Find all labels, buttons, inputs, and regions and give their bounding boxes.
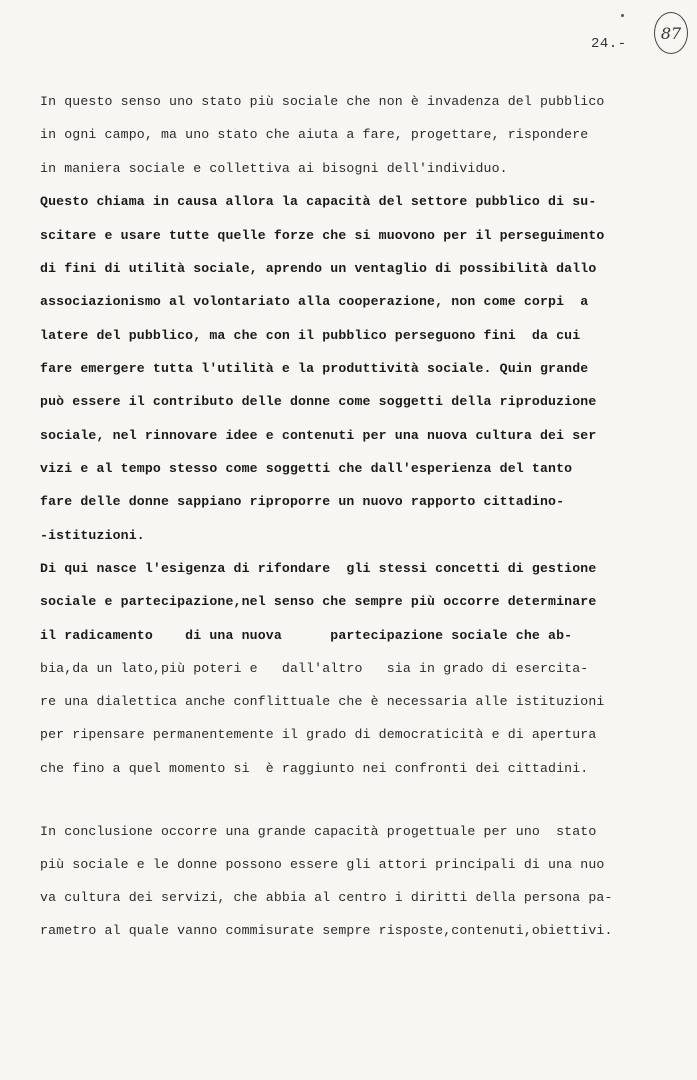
text-line: rametro al quale vanno commisurate sempre risposte,contenuti,obiettivi. [40, 923, 613, 938]
text-line: sociale, nel rinnovare idee e contenuti per una nuova cultura dei ser [40, 428, 597, 443]
text-line: Di qui nasce l'esigenza di rifondare gli stessi concetti di gestione [40, 561, 597, 576]
text-line: per ripensare permanentemente il grado di democraticità e di apertura [40, 727, 597, 742]
text-line: In questo senso uno stato più sociale che non è invadenza del pubblico [40, 94, 605, 109]
page-number: 24.- [591, 36, 627, 52]
stamp-number: 87 [660, 23, 682, 43]
text-line: associazionismo al volontariato alla cooperazione, non come corpi a [40, 294, 589, 309]
text-line: più sociale e le donne possono essere gli attori principali di una nuo [40, 857, 605, 872]
text-line: -istituzioni. [40, 528, 145, 543]
text-line: che fino a quel momento si è raggiunto nei confronti dei cittadini. [40, 761, 589, 776]
text-line: il radicamento di una nuova partecipazione sociale che ab- [40, 628, 573, 643]
text-line: In conclusione occorre una grande capacità progettuale per uno stato [40, 824, 597, 839]
text-line: fare delle donne sappiano riproporre un nuovo rapporto cittadino- [40, 494, 565, 509]
text-line: scitare e usare tutte quelle forze che si muovono per il perseguimento [40, 228, 605, 243]
text-line: Questo chiama in causa allora la capacità del settore pubblico di su- [40, 194, 597, 209]
text-line: bia,da un lato,più poteri e dall'altro sia in grado di esercita- [40, 661, 589, 676]
ink-dot [621, 14, 624, 17]
text-line: sociale e partecipazione,nel senso che sempre più occorre determinare [40, 594, 597, 609]
text-line: vizi e al tempo stesso come soggetti che dall'esperienza del tanto [40, 461, 573, 476]
text-line: fare emergere tutta l'utilità e la produttività sociale. Quin grande [40, 361, 589, 376]
text-line: può essere il contributo delle donne come soggetti della riproduzione [40, 394, 597, 409]
page-stamp [654, 12, 688, 54]
text-line: in maniera sociale e collettiva ai bisogni dell'individuo. [40, 161, 508, 176]
text-line: di fini di utilità sociale, aprendo un ventaglio di possibilità dallo [40, 261, 597, 276]
text-line: latere del pubblico, ma che con il pubblico perseguono fini da cui [40, 328, 581, 343]
text-line: in ogni campo, ma uno stato che aiuta a fare, progettare, rispondere [40, 127, 589, 142]
text-line: re una dialettica anche conflittuale che è necessaria alle istituzioni [40, 694, 605, 709]
text-line: va cultura dei servizi, che abbia al centro i diritti della persona pa- [40, 890, 613, 905]
